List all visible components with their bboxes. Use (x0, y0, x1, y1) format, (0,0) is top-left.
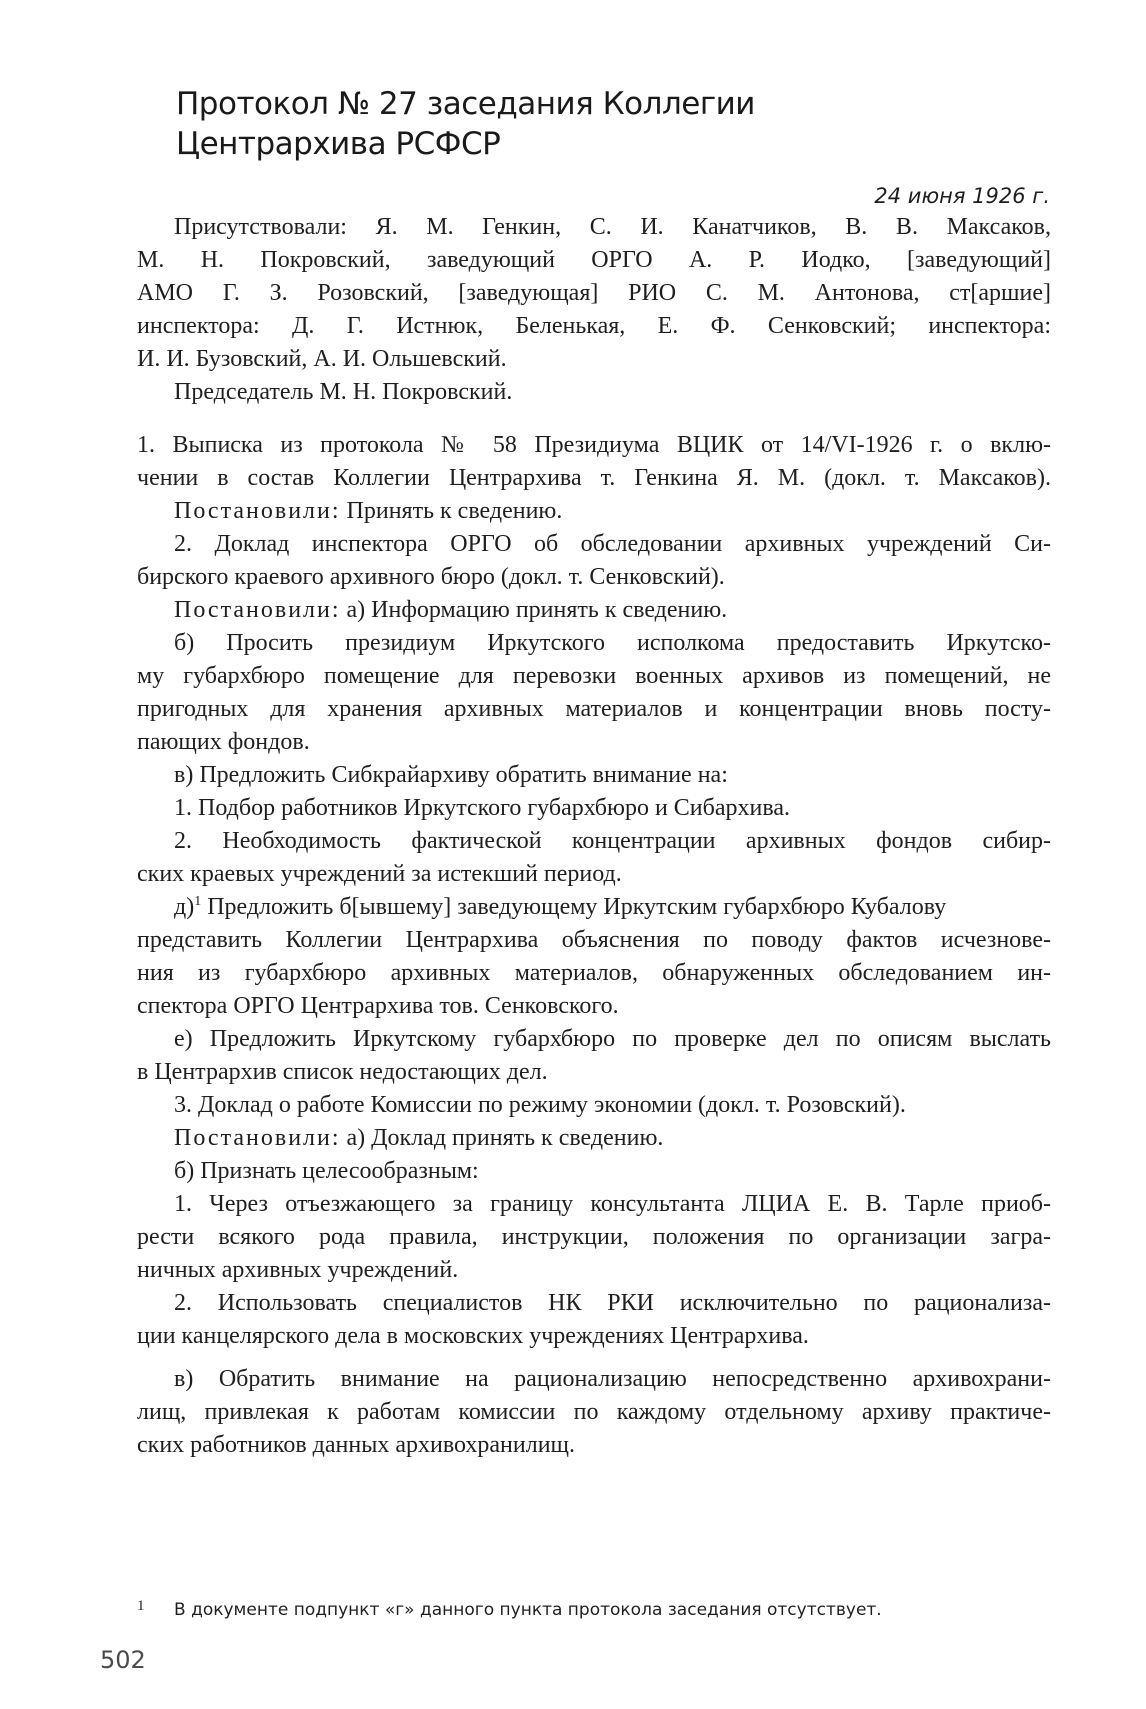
body-line: 2. Необходимость фактической концентрации архивных фондов сибир- (174, 828, 1051, 854)
footnote-mark: 1 (137, 1598, 145, 1614)
resolution-line (174, 494, 1051, 528)
resolution-line (174, 1121, 1051, 1155)
document-date: 24 июня 1926 г. (874, 184, 1050, 208)
resolution-text: а) Информацию принять к сведению. (346, 597, 728, 623)
body-line: б) Признать целесообразным: (174, 1158, 479, 1184)
footnote-reference: 1 (194, 894, 202, 909)
resolved-word: Постановили: (174, 597, 341, 623)
body-line: чении в состав Коллегии Центрархива т. Генкина Я. М. (докл. т. Максаков). (137, 465, 1051, 491)
title-line-1: Протокол № 27 заседания Коллегии (176, 86, 755, 122)
chairman-line: Председатель М. Н. Покровский. (174, 379, 513, 405)
body-line: 2. Доклад инспектора ОРГО об обследовании архивных учреждений Си- (174, 531, 1051, 557)
body-line: Присутствовали: Я. М. Генкин, С. И. Канатчиков, В. В. Максаков, (174, 214, 1051, 240)
title-line-2: Центрархива РСФСР (176, 126, 501, 162)
body-line (174, 890, 1051, 924)
body-line: в) Предложить Сибкрайархиву обратить внимание на: (174, 762, 728, 788)
body-line: И. И. Бузовский, А. И. Ольшевский. (137, 346, 507, 372)
body-line: ничных архивных учреждений. (137, 1257, 459, 1283)
body-line: инспектора: Д. Г. Истнюк, Беленькая, Е. Ф. Сенковский; инспектора: (137, 313, 1051, 339)
item-letter: д) (174, 894, 195, 920)
resolved-word: Постановили: (174, 498, 341, 524)
document-title (176, 84, 1076, 164)
body-line: в) Обратить внимание на рационализацию непосредственно архивохрани- (174, 1366, 1051, 1392)
body-line: му губархбюро помещение для перевозки военных архивов из помещений, не (137, 663, 1051, 689)
body-line: ции канцелярского дела в московских учреждениях Центрархива. (137, 1323, 809, 1349)
resolution-text: Принять к сведению. (346, 498, 563, 524)
body-text: Предложить б[ывшему] заведующему Иркутским губархбюро Кубалову (201, 894, 947, 920)
body-line: АМО Г. З. Розовский, [заведующая] РИО С. М. Антонова, ст[аршие] (137, 280, 1051, 306)
body-line: ских краевых учреждений за истекший период. (137, 861, 622, 887)
body-line: е) Предложить Иркутскому губархбюро по проверке дел по описям выслать (174, 1026, 1051, 1052)
body-line: 3. Доклад о работе Комиссии по режиму экономии (докл. т. Розовский). (174, 1092, 906, 1118)
body-line: 1. Выписка из протокола № 58 Президиума ВЦИК от 14/VI-1926 г. о вклю- (137, 432, 1051, 458)
footnote-text: В документе подпункт «г» данного пункта протокола заседания отсутствует. (174, 1600, 882, 1620)
body-line: рести всякого рода правила, инструкции, положения по организации загра- (137, 1224, 1051, 1250)
resolved-word: Постановили: (174, 1125, 341, 1151)
body-line: спектора ОРГО Центрархива тов. Сенковского. (137, 993, 619, 1019)
body-line: 2. Использовать специалистов НК РКИ исключительно по рационализа- (174, 1290, 1051, 1316)
body-line: пающих фондов. (137, 729, 310, 755)
body-line: М. Н. Покровский, заведующий ОРГО А. Р. Иодко, [заведующий] (137, 247, 1051, 273)
body-line: пригодных для хранения архивных материалов и концентрации вновь посту- (137, 696, 1051, 722)
body-line: б) Просить президиум Иркутского исполкома предоставить Иркутско- (174, 630, 1051, 656)
body-line: ских работников данных архивохранилищ. (137, 1432, 576, 1458)
body-line: ния из губархбюро архивных материалов, обнаруженных обследованием ин- (137, 960, 1051, 986)
body-line: 1. Подбор работников Иркутского губархбюро и Сибархива. (174, 795, 791, 821)
body-line: лищ, привлекая к работам комиссии по каждому отдельному архиву практиче- (137, 1399, 1051, 1425)
body-line: в Центрархив список недостающих дел. (137, 1059, 548, 1085)
body-line: представить Коллегии Центрархива объяснения по поводу фактов исчезнове- (137, 927, 1051, 953)
body-line: 1. Через отъезжающего за границу консультанта ЛЦИА Е. В. Тарле приоб- (174, 1191, 1051, 1217)
page-number: 502 (100, 1646, 146, 1674)
resolution-line (174, 593, 1051, 627)
body-line: бирского краевого архивного бюро (докл. т. Сенковский). (137, 564, 725, 590)
resolution-text: а) Доклад принять к сведению. (346, 1125, 664, 1151)
